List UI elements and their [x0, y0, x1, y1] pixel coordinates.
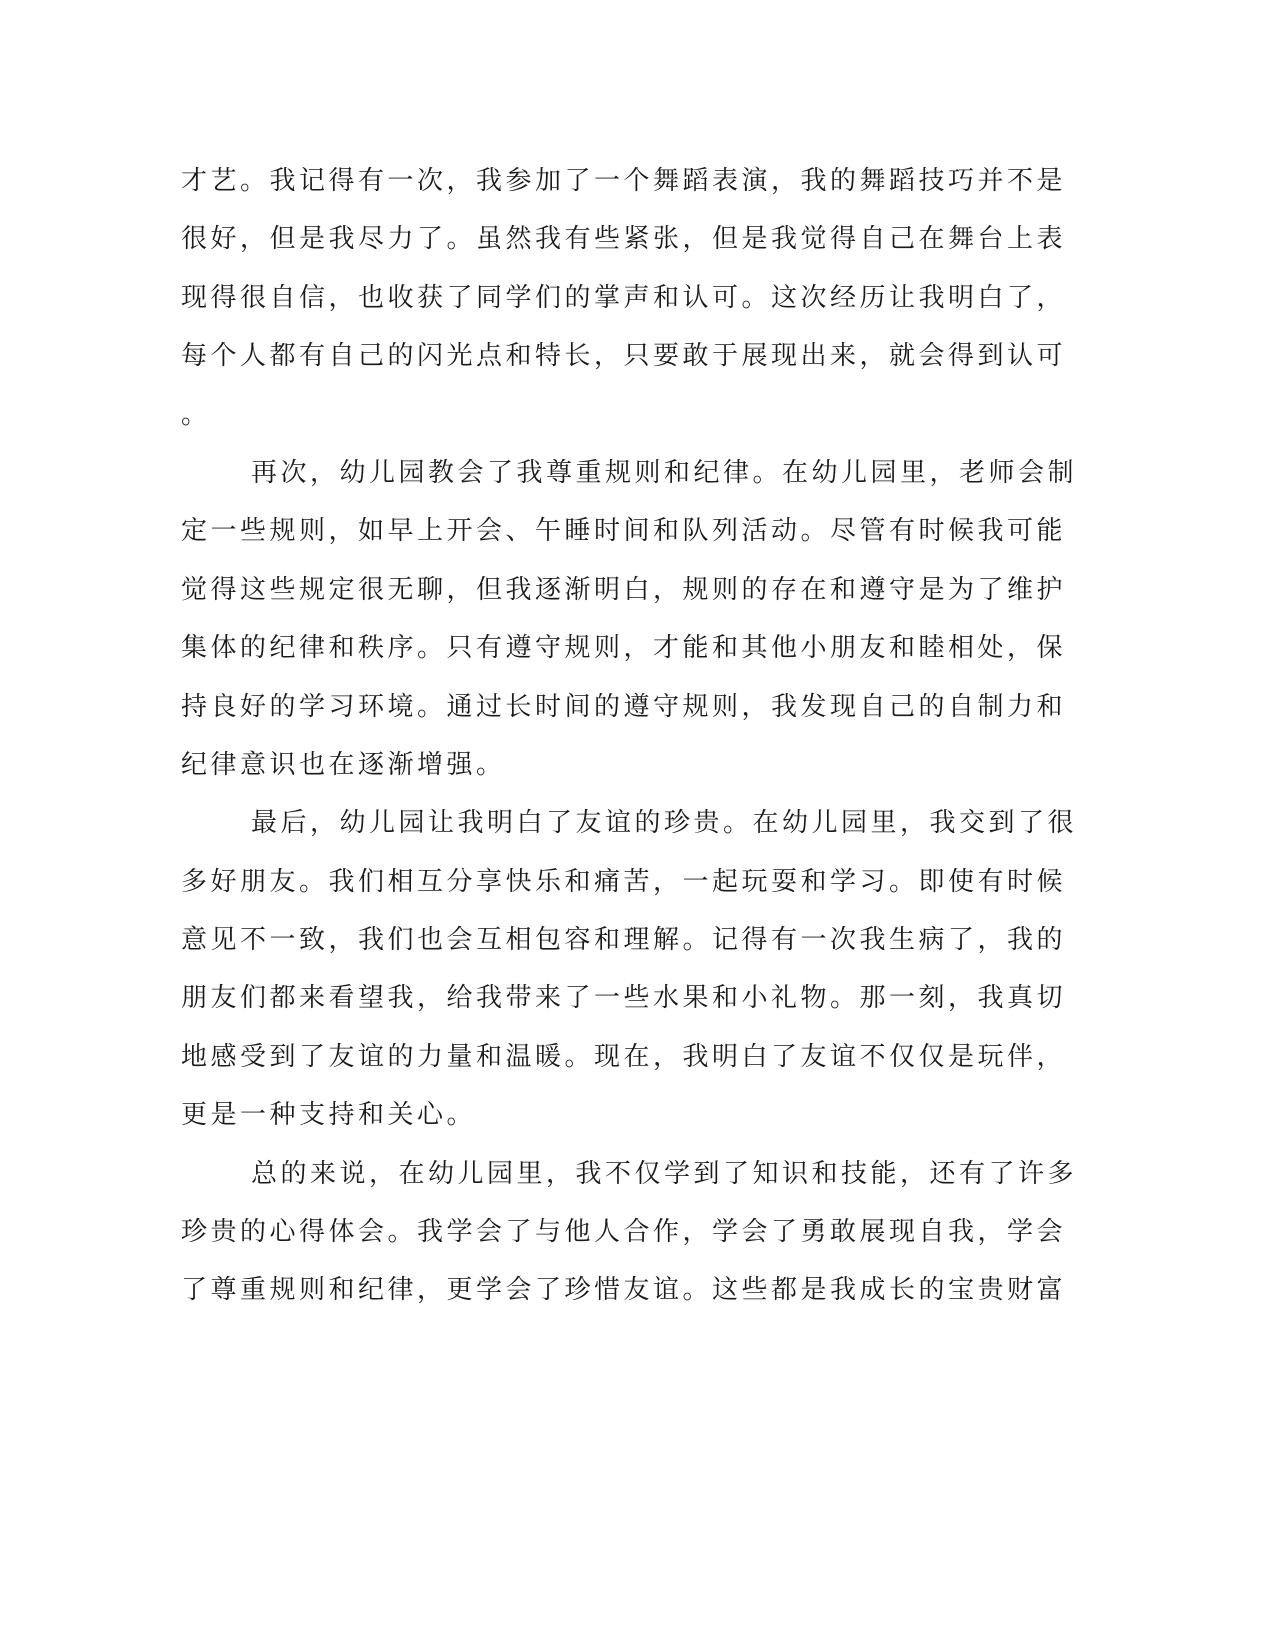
text-line: 集体的纪律和秩序。只有遵守规则，才能和其他小朋友和睦相处，保: [181, 633, 1067, 664]
text-line: 很好，但是我尽力了。虽然我有些紧张，但是我觉得自己在舞台上表: [181, 224, 1067, 255]
text-line: 更是一种支持和关心。: [181, 1100, 477, 1131]
paragraph-first-line: 再次，幼儿园教会了我尊重规则和纪律。在幼儿园里，老师会制: [251, 457, 1078, 488]
text-line: 。: [181, 399, 211, 430]
text-line: 地感受到了友谊的力量和温暖。现在，我明白了友谊不仅仅是玩伴，: [181, 1041, 1067, 1072]
text-line: 朋友们都来看望我，给我带来了一些水果和小礼物。那一刻，我真切: [181, 983, 1067, 1014]
text-line: 了尊重规则和纪律，更学会了珍惜友谊。这些都是我成长的宝贵财富: [181, 1275, 1067, 1306]
text-line: 每个人都有自己的闪光点和特长，只要敢于展现出来，就会得到认可: [181, 341, 1067, 372]
text-line: 意见不一致，我们也会互相包容和理解。记得有一次我生病了，我的: [181, 925, 1067, 956]
paragraph-first-line: 最后，幼儿园让我明白了友谊的珍贵。在幼儿园里，我交到了很: [251, 808, 1078, 839]
paragraph-first-line: 总的来说，在幼儿园里，我不仅学到了知识和技能，还有了许多: [251, 1158, 1078, 1189]
text-line: 纪律意识也在逐渐增强。: [181, 749, 506, 780]
text-line: 珍贵的心得体会。我学会了与他人合作，学会了勇敢展现自我，学会: [181, 1217, 1067, 1248]
text-line: 多好朋友。我们相互分享快乐和痛苦，一起玩耍和学习。即使有时候: [181, 866, 1067, 897]
text-line: 定一些规则，如早上开会、午睡时间和队列活动。尽管有时候我可能: [181, 516, 1067, 547]
text-line: 觉得这些规定很无聊，但我逐渐明白，规则的存在和遵守是为了维护: [181, 574, 1067, 605]
text-line: 才艺。我记得有一次，我参加了一个舞蹈表演，我的舞蹈技巧并不是: [181, 166, 1067, 196]
body-text: [181, 152, 1078, 1320]
text-line: 现得很自信，也收获了同学们的掌声和认可。这次经历让我明白了，: [181, 282, 1067, 313]
text-line: 持良好的学习环境。通过长时间的遵守规则，我发现自己的自制力和: [181, 691, 1067, 722]
